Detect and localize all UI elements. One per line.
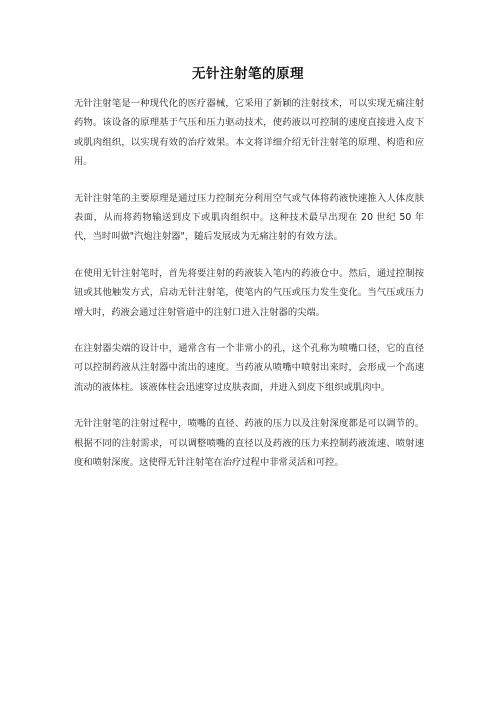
- document-title: 无针注射笔的原理: [192, 66, 304, 82]
- paragraph-intro: 无针注射笔是一种现代化的医疗器械，它采用了新颖的注射技术，可以实现无痛注射药物。该设备的原理基于气压和压力驱动技术，使药液以可控制的速度直接进入皮下或肌肉组织，以实现有效的治疗效果。本文将详细介绍无针注射笔的原理、构造和应用。: [74, 98, 424, 168]
- paragraph-nozzle: 在注射器尖端的设计中，通常含有一个非常小的孔，这个孔称为喷嘴口径，它的直径可以控制药液从注射器中流出的速度。当药液从喷嘴中喷射出来时，会形成一个高速流动的液体柱。该液体柱会迅速穿过皮肤表面，并进入到皮下组织或肌肉中。: [74, 343, 424, 393]
- document-body: [74, 94, 424, 490]
- paragraph-principle: 无针注射笔的主要原理是通过压力控制充分利用空气或气体将药液快速推入人体皮肤表面，从而将药物输送到皮下或肌肉组织中。这种技术最早出现在 20 世纪 50 年代，当时叫做"汽炮注射器"，随后发展成为无痛注射的有效方法。: [74, 192, 424, 243]
- paragraph-usage: 在使用无针注射笔时，首先将要注射的药液装入笔内的药液仓中。然后，通过控制按钮或其他触发方式，启动无针注射笔，使笔内的气压或压力发生变化。当气压或压力增大时，药液会通过注射管道中的注射口进入注射器的尖端。: [74, 267, 424, 318]
- paragraph-adjustment: 无针注射笔的注射过程中，喷嘴的直径、药液的压力以及注射深度都是可以调节的。根据不同的注射需求，可以调整喷嘴的直径以及药液的压力来控制药液流速、喷射速度和喷射深度。这使得无针注射笔在治疗过程中非常灵活和可控。: [74, 418, 424, 469]
